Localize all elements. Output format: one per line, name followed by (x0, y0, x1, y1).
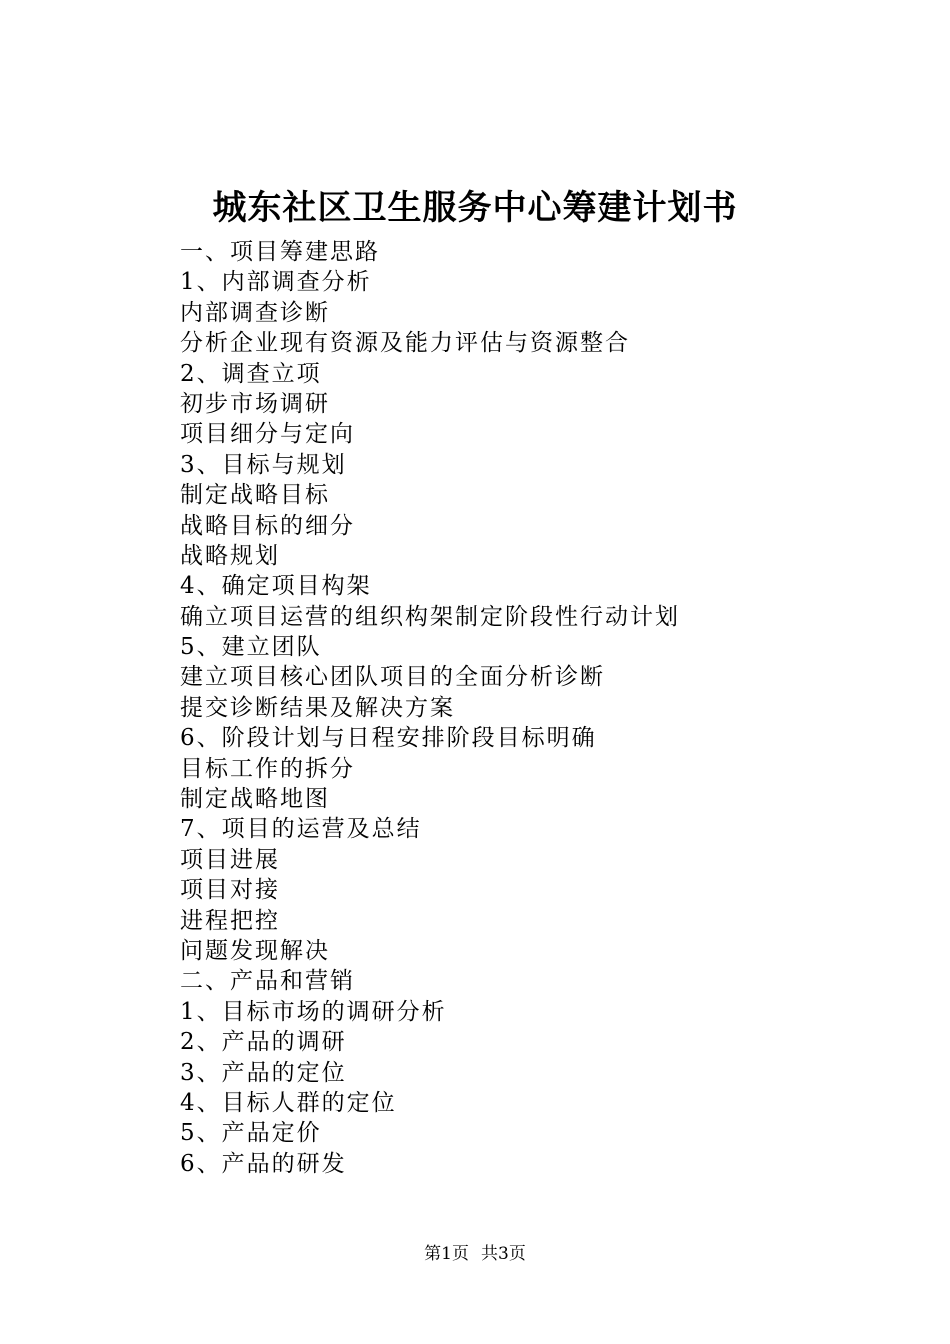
page-number-total: 共3页 (481, 1244, 526, 1264)
body-line: 内部调查诊断 (180, 299, 330, 326)
body-line: 项目对接 (180, 877, 280, 904)
body-line: 目标工作的拆分 (180, 755, 355, 782)
page-footer (0, 1243, 950, 1265)
body-line: 建立项目核心团队项目的全面分析诊断 (180, 664, 605, 691)
body-line: 问题发现解决 (180, 937, 330, 964)
body-line: 2、产品的调研 (180, 1029, 347, 1056)
body-line: 进程把控 (180, 907, 280, 934)
body-line: 提交诊断结果及解决方案 (180, 694, 455, 721)
body-line: 分析企业现有资源及能力评估与资源整合 (180, 330, 630, 357)
body-line: 项目进展 (180, 846, 280, 873)
body-line: 1、目标市场的调研分析 (180, 998, 447, 1025)
document-title: 城东社区卫生服务中心筹建计划书 (212, 188, 738, 228)
body-line: 1、内部调查分析 (180, 269, 372, 296)
body-line: 6、产品的研发 (180, 1150, 347, 1177)
body-line: 战略目标的细分 (180, 512, 355, 539)
body-line: 2、调查立项 (180, 360, 322, 387)
body-line: 二、产品和营销 (180, 968, 355, 995)
body-line: 5、建立团队 (180, 634, 322, 661)
body-line: 6、阶段计划与日程安排阶段目标明确 (180, 725, 597, 752)
body-line: 5、产品定价 (180, 1120, 322, 1147)
body-line: 确立项目运营的组织构架制定阶段性行动计划 (180, 603, 680, 630)
body-line: 制定战略目标 (180, 482, 330, 509)
body-line: 一、项目筹建思路 (180, 239, 380, 265)
body-line: 3、产品的定位 (180, 1059, 347, 1086)
body-line: 3、目标与规划 (180, 451, 347, 478)
body-line: 7、项目的运营及总结 (180, 816, 422, 843)
page-number-current: 第1页 (424, 1244, 469, 1264)
body-line: 4、目标人群的定位 (180, 1089, 397, 1116)
body-line: 制定战略地图 (180, 786, 330, 813)
body-line: 战略规划 (180, 542, 280, 569)
body-line: 4、确定项目构架 (180, 573, 372, 600)
document-body (180, 237, 900, 1179)
body-line: 初步市场调研 (180, 390, 330, 417)
body-line: 项目细分与定向 (180, 421, 355, 448)
